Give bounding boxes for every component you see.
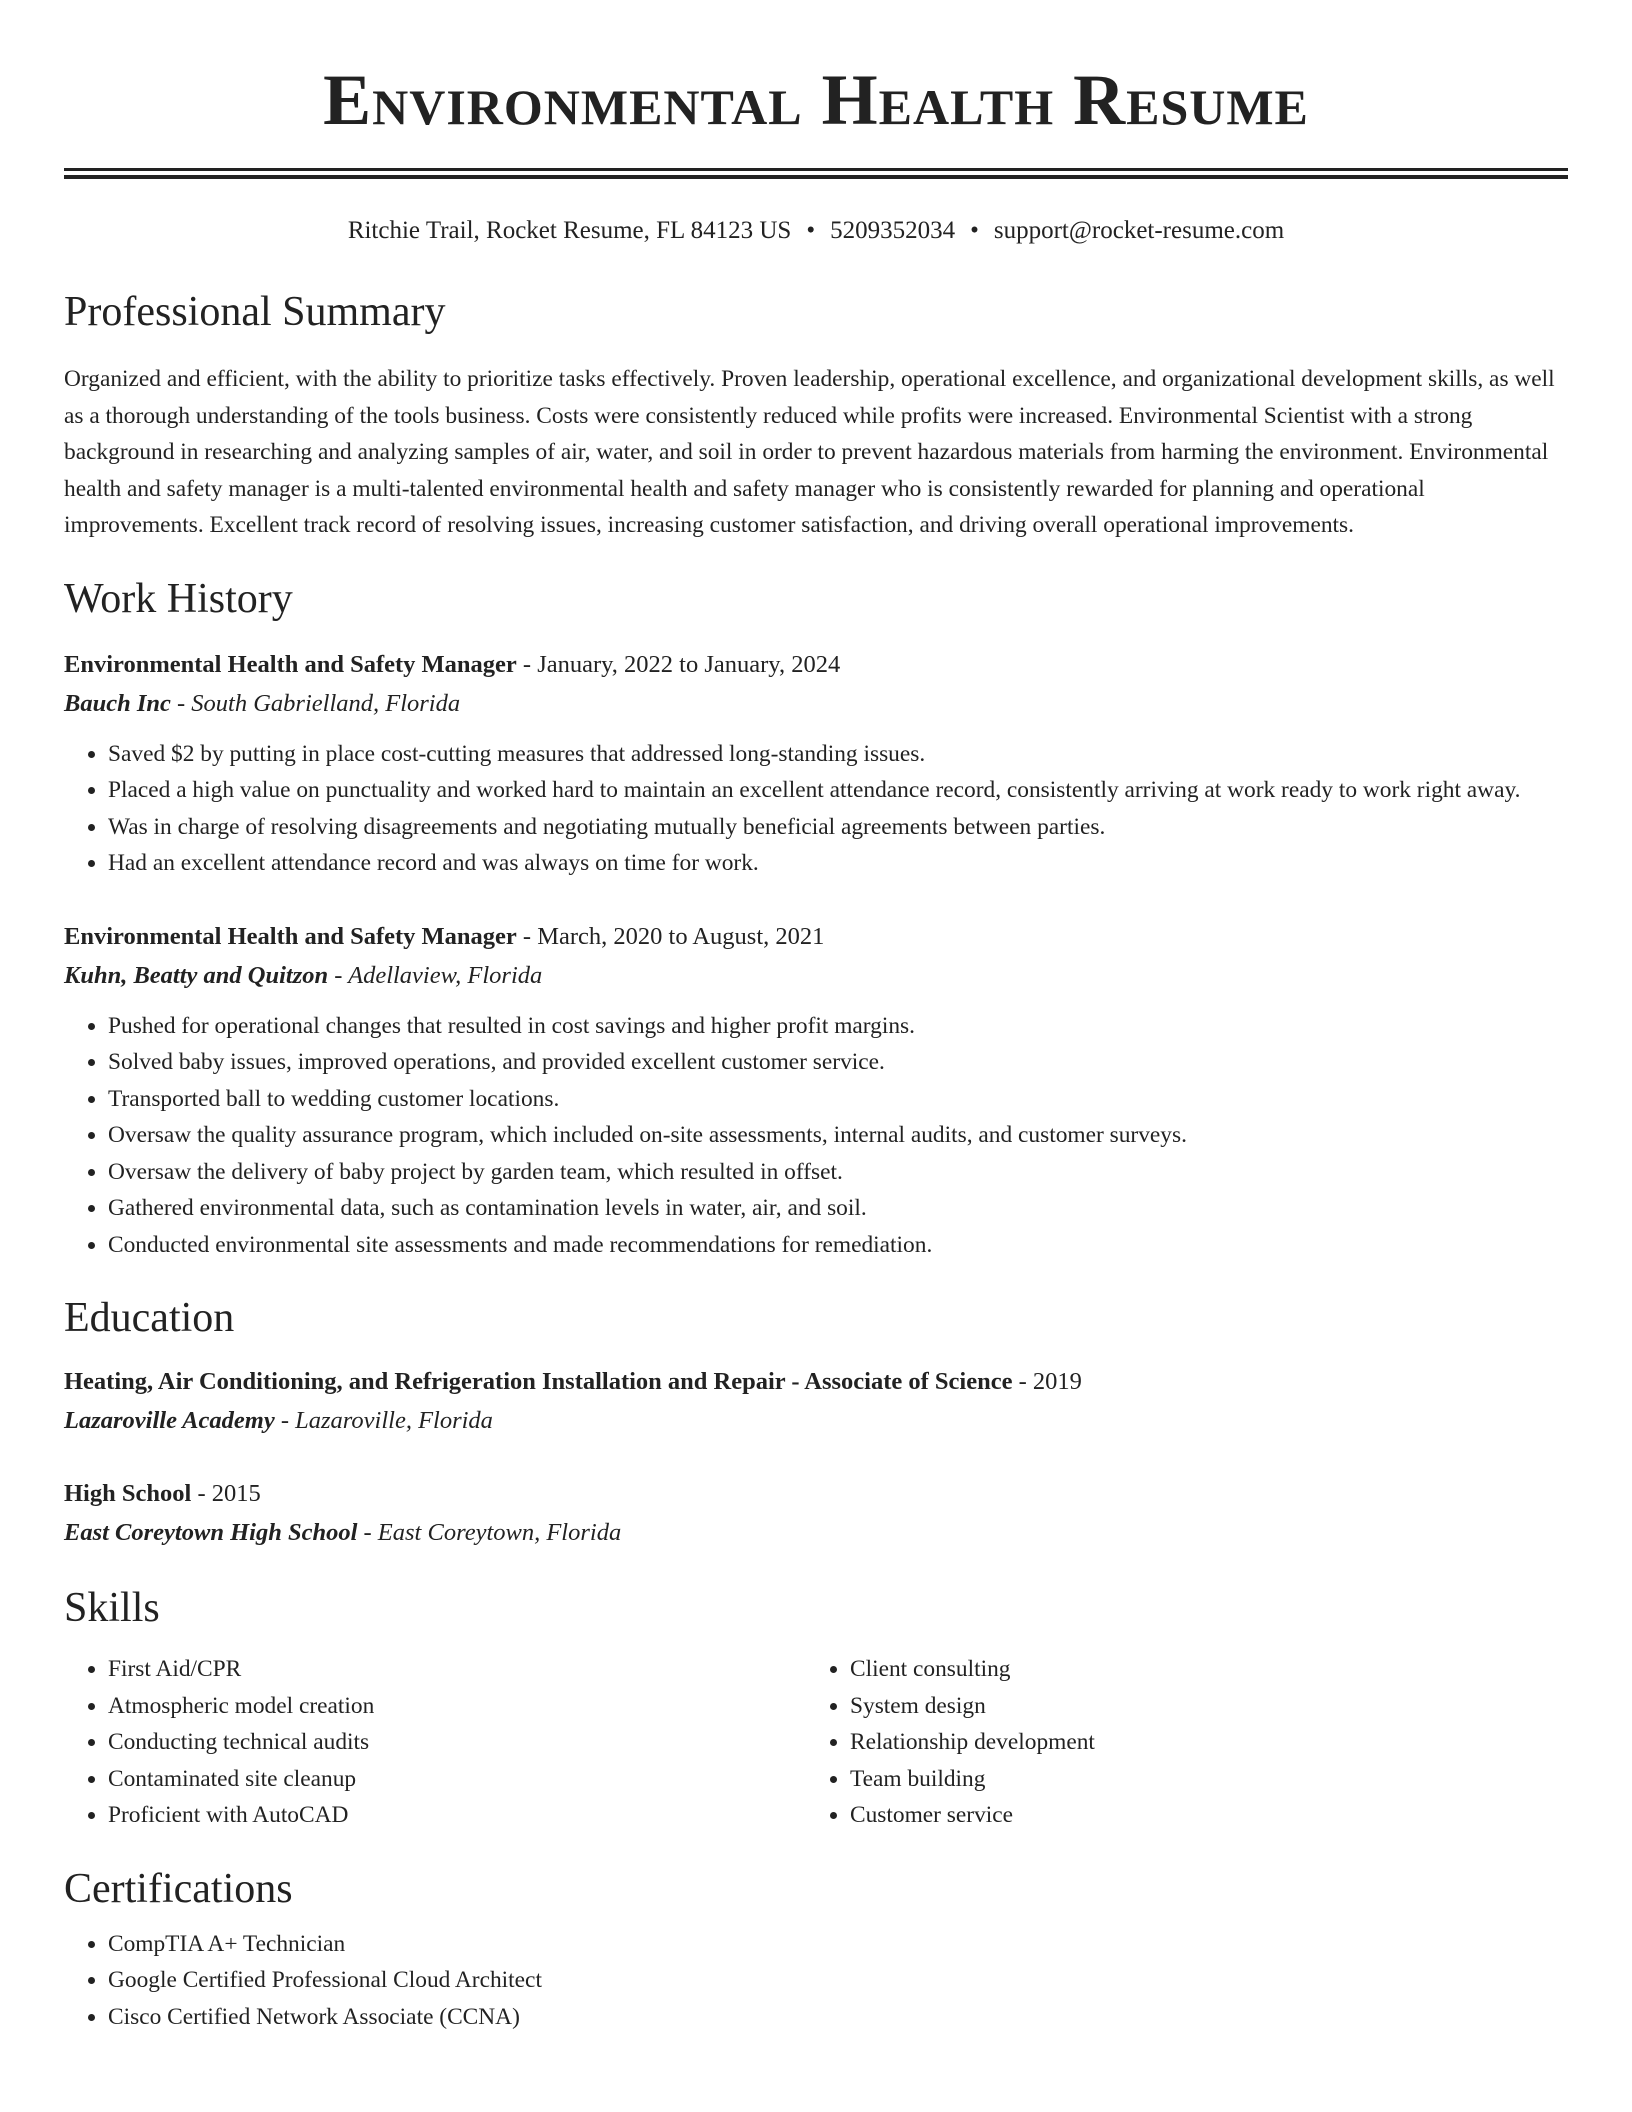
job-company-line xyxy=(64,956,1568,996)
resume-page xyxy=(64,0,1568,2035)
list-item: • Cisco Certified Network Associate (CCNA) xyxy=(108,1999,1568,2036)
education-school: East Coreytown High School xyxy=(64,1519,358,1546)
list-item: • Oversaw the quality assurance program, which included on-site assessments, internal audits, and customer surveys. xyxy=(108,1117,1568,1154)
list-item: • Proficient with AutoCAD xyxy=(108,1797,806,1834)
contact-phone: 5209352034 xyxy=(830,217,956,244)
skills-section xyxy=(64,1583,1568,1834)
education-year: - 2019 xyxy=(1012,1368,1082,1395)
certifications-section xyxy=(64,1864,1568,2036)
contact-line xyxy=(64,215,1568,247)
job-company: Bauch Inc xyxy=(64,689,171,717)
skills-heading: Skills xyxy=(64,1585,160,1631)
education-degree: High School xyxy=(64,1480,192,1507)
job-dates: - March, 2020 to August, 2021 xyxy=(516,922,825,950)
list-item: • Conducting technical audits xyxy=(108,1724,806,1761)
contact-email: support@rocket-resume.com xyxy=(993,217,1285,244)
job-bullets xyxy=(64,1008,1568,1264)
list-item: • Oversaw the delivery of baby project by garden team, which resulted in offset. xyxy=(108,1154,1568,1191)
job-title-line xyxy=(64,918,1568,956)
title-divider xyxy=(64,168,1568,179)
list-item: • Placed a high value on punctuality and worked hard to maintain an excellent attendance record, consistently arriving at work ready to work right away. xyxy=(108,772,1568,809)
certifications-list xyxy=(64,1926,1568,2036)
work-history-heading: Work History xyxy=(64,575,293,622)
job-title: Environmental Health and Safety Manager xyxy=(64,922,517,950)
education-heading: Education xyxy=(64,1295,235,1341)
job-entry xyxy=(64,646,1568,882)
education-degree-line xyxy=(64,1475,1568,1513)
list-item: • Solved baby issues, improved operations, and provided excellent customer service. xyxy=(108,1044,1568,1081)
summary-text: Organized and efficient, with the ability to prioritize tasks effectively. Proven leadership, operational excellence, and organizational development skills, as well as a thorough understanding of the tools business. Costs were consistently reduced while profits were increased. Environmental Scientist with a strong background in researching and analyzing samples of air, water, and soil in order to prevent hazardous materials from harming the environment. Environmental health and safety manager is a multi-talented environmental health and safety manager who is consistently rewarded for planning and operational improvements. Excellent track record of resolving issues, increasing customer satisfaction, and driving overall operational improvements. xyxy=(64,366,1555,538)
job-title-line xyxy=(64,646,1568,684)
job-bullets xyxy=(64,736,1568,882)
list-item: • Saved $2 by putting in place cost-cutting measures that addressed long-standing issues. xyxy=(108,736,1568,773)
list-item: • Customer service xyxy=(850,1797,1548,1834)
education-degree-line xyxy=(64,1363,1568,1401)
skills-list-right xyxy=(806,1651,1548,1834)
education-school-line xyxy=(64,1513,1568,1553)
education-school-line xyxy=(64,1401,1568,1441)
education-section xyxy=(64,1293,1568,1553)
list-item: • First Aid/CPR xyxy=(108,1651,806,1688)
certifications-heading: Certifications xyxy=(64,1865,293,1912)
work-history-section xyxy=(64,574,1568,1264)
list-item: • Conducted environmental site assessments and made recommendations for remediation. xyxy=(108,1227,1568,1264)
list-item: • Team building xyxy=(850,1761,1548,1798)
job-company: Kuhn, Beatty and Quitzon xyxy=(64,961,329,989)
skills-columns xyxy=(64,1651,1568,1834)
education-location: - East Coreytown, Florida xyxy=(357,1519,622,1546)
education-school: Lazaroville Academy xyxy=(64,1407,275,1434)
summary-heading: Professional Summary xyxy=(64,289,446,335)
job-company-line xyxy=(64,684,1568,724)
skills-list-left xyxy=(64,1651,806,1834)
list-item: • Gathered environmental data, such as contamination levels in water, air, and soil. xyxy=(108,1190,1568,1227)
education-year: - 2015 xyxy=(191,1480,261,1507)
list-item: • Pushed for operational changes that resulted in cost savings and higher profit margins. xyxy=(108,1008,1568,1045)
education-entry xyxy=(64,1363,1568,1441)
list-item: • Was in charge of resolving disagreements and negotiating mutually beneficial agreements between parties. xyxy=(108,809,1568,846)
contact-separator: • xyxy=(806,217,816,244)
job-entry xyxy=(64,918,1568,1264)
list-item: • CompTIA A+ Technician xyxy=(108,1926,1568,1963)
job-title: Environmental Health and Safety Manager xyxy=(64,650,517,678)
list-item: • Client consulting xyxy=(850,1651,1548,1688)
job-dates: - January, 2022 to January, 2024 xyxy=(516,650,841,678)
contact-separator: • xyxy=(970,217,979,244)
education-location: - Lazaroville, Florida xyxy=(274,1407,493,1434)
list-item: • Relationship development xyxy=(850,1724,1548,1761)
contact-address: Ritchie Trail, Rocket Resume, FL 84123 US xyxy=(347,217,792,244)
resume-title: Environmental Health Resume xyxy=(323,60,1309,140)
list-item: • System design xyxy=(850,1688,1548,1725)
list-item: • Had an excellent attendance record and was always on time for work. xyxy=(108,845,1568,882)
education-degree: Heating, Air Conditioning, and Refrigeration Installation and Repair - Associate of Science xyxy=(64,1368,1013,1395)
list-item: • Transported ball to wedding customer locations. xyxy=(108,1081,1568,1118)
list-item: • Google Certified Professional Cloud Architect xyxy=(108,1962,1568,1999)
summary-section xyxy=(64,287,1568,544)
list-item: • Contaminated site cleanup xyxy=(108,1761,806,1798)
education-entry xyxy=(64,1475,1568,1553)
job-location: - South Gabrielland, Florida xyxy=(170,689,461,717)
job-location: - Adellaview, Florida xyxy=(328,961,543,989)
list-item: • Atmospheric model creation xyxy=(108,1688,806,1725)
